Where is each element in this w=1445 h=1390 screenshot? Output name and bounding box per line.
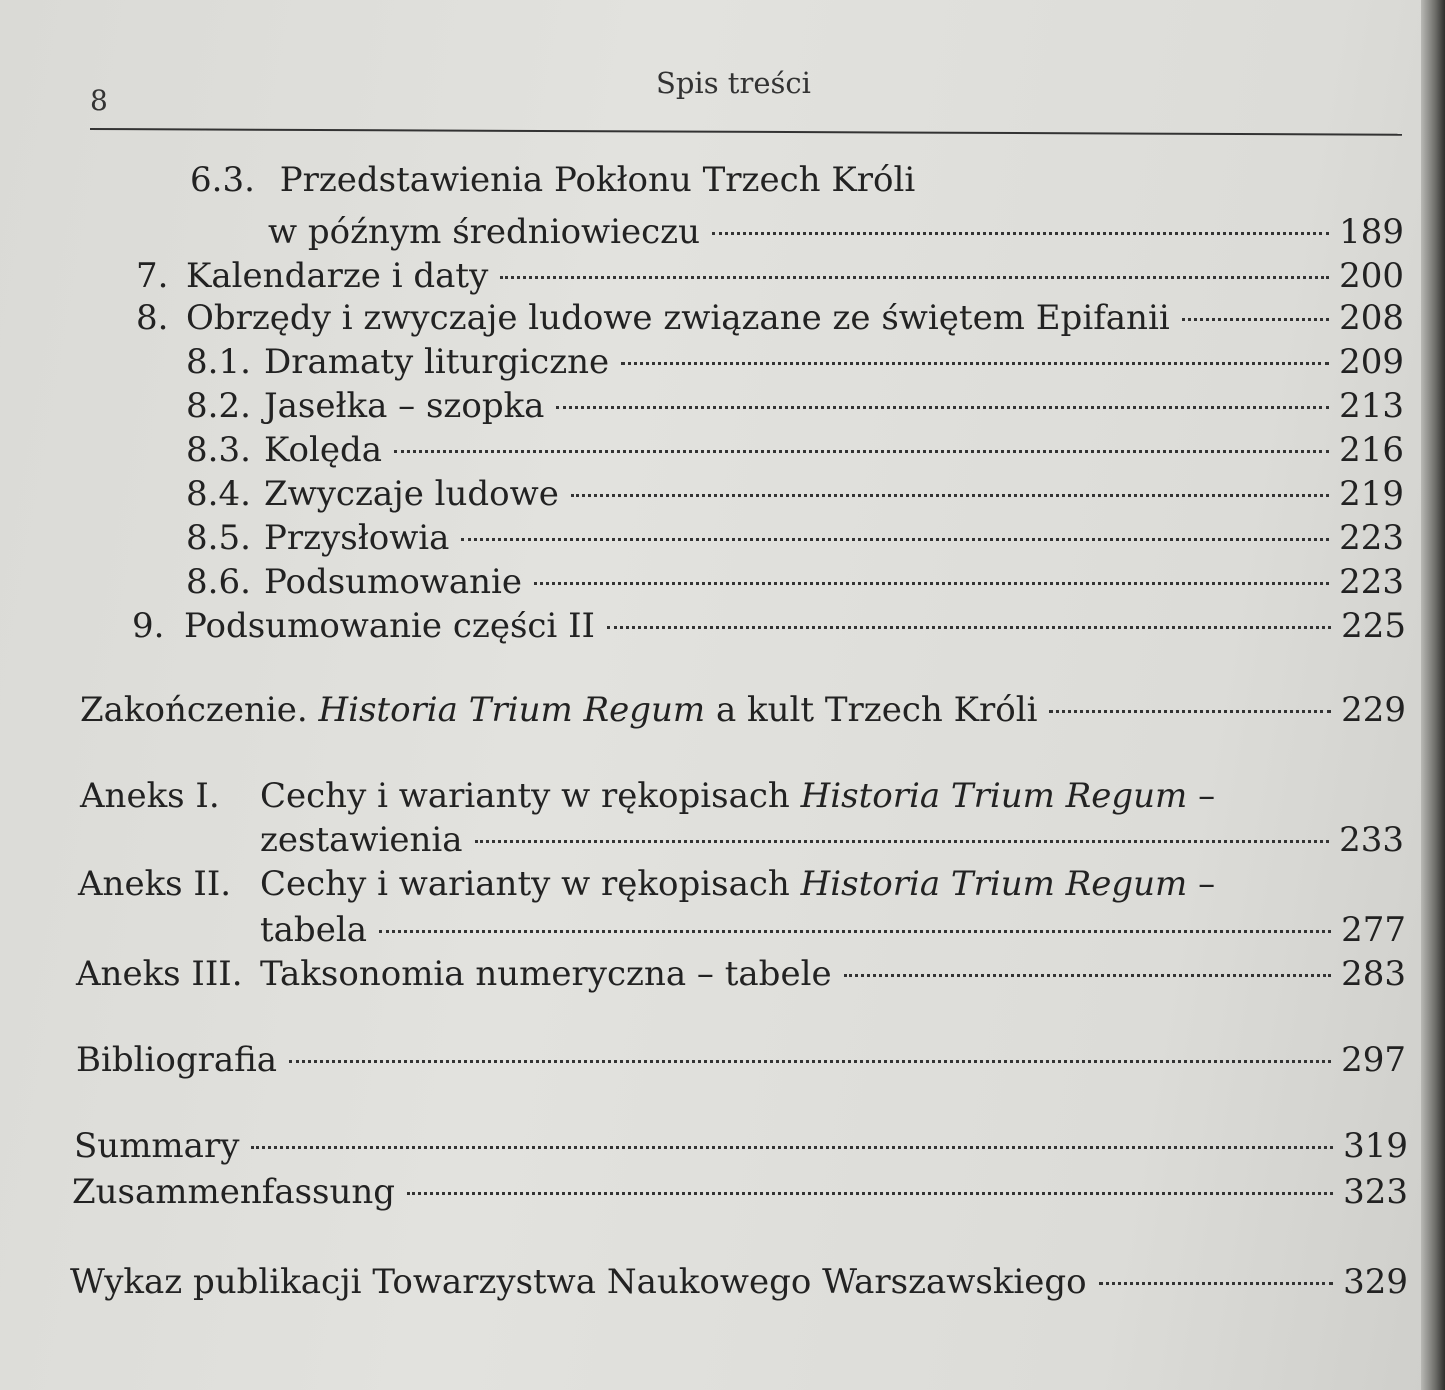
toc-entry-6-3-line1 — [190, 160, 915, 200]
toc-entry-title: Podsumowanie części II — [184, 606, 595, 646]
toc-entry-page: 208 — [1339, 298, 1404, 338]
toc-entry-title: Taksonomia numeryczna – tabele — [260, 954, 832, 994]
toc-entry-title: Zakończenie. Historia Trium Regum a kult Trzech Króli — [80, 690, 1038, 730]
dot-leader — [461, 538, 1329, 541]
page-number: 8 — [90, 84, 108, 117]
toc-entry-title-continuation: w późnym średniowieczu — [268, 212, 700, 252]
dot-leader — [1182, 318, 1329, 321]
dot-leader — [1099, 1282, 1333, 1285]
toc-entry-8-1 — [186, 342, 1404, 382]
toc-entry-title: Kolęda — [264, 430, 382, 470]
toc-entry-page: 213 — [1339, 386, 1404, 426]
toc-entry-8-4 — [186, 474, 1404, 514]
dot-leader — [500, 276, 1329, 279]
toc-entry-page: 223 — [1339, 518, 1404, 558]
toc-entry-title: Wykaz publikacji Towarzystwa Naukowego Warszawskiego — [70, 1262, 1087, 1302]
toc-entry-8-5 — [186, 518, 1404, 558]
toc-entry-number: Aneks II. — [78, 864, 232, 904]
toc-entry-page: 189 — [1339, 212, 1404, 252]
dot-leader — [1049, 710, 1331, 713]
dot-leader — [475, 840, 1330, 843]
toc-entry-page: 209 — [1339, 342, 1404, 382]
dot-leader — [534, 582, 1329, 585]
toc-entry-page: 297 — [1341, 1040, 1406, 1080]
toc-entry-title: Zusammenfassung — [72, 1172, 396, 1212]
toc-entry-title: Kalendarze i daty — [186, 256, 489, 296]
toc-entry-title: Dramaty liturgiczne — [264, 342, 610, 382]
toc-entry-page: 200 — [1339, 256, 1404, 296]
toc-entry-summary — [74, 1126, 1408, 1166]
toc-entry-page: 223 — [1339, 562, 1404, 602]
toc-entry-page: 329 — [1343, 1262, 1408, 1302]
dot-leader — [379, 930, 1331, 933]
dot-leader — [394, 450, 1329, 453]
toc-entry-page: 229 — [1341, 690, 1406, 730]
toc-entry-title: Przedstawienia Pokłonu Trzech Króli — [279, 160, 916, 200]
dot-leader — [407, 1192, 1333, 1195]
header-rule — [90, 128, 1402, 136]
toc-entry-zakonczenie — [80, 690, 1406, 730]
toc-entry-title: Przysłowia — [264, 518, 450, 558]
toc-entry-8-6 — [186, 562, 1404, 602]
toc-entry-number: 7. — [136, 256, 169, 296]
toc-entry-page: 216 — [1339, 430, 1404, 470]
toc-entry-aneks-1-line1 — [80, 776, 1215, 816]
toc-entry-page: 323 — [1343, 1172, 1408, 1212]
toc-entry-title: Bibliografia — [76, 1040, 278, 1080]
toc-entry-aneks-2-line1 — [78, 864, 1215, 904]
dot-leader — [844, 974, 1332, 977]
toc-entry-number: 8. — [136, 298, 169, 338]
toc-entry-number: Aneks I. — [80, 776, 220, 816]
toc-entry-9 — [132, 606, 1406, 646]
page-edge-shadow — [1421, 0, 1445, 1390]
toc-entry-6-3 — [268, 212, 1404, 252]
toc-entry-title: Summary — [74, 1126, 240, 1166]
toc-entry-page: 225 — [1341, 606, 1406, 646]
dot-leader — [712, 232, 1329, 235]
toc-entry-title: Podsumowanie — [264, 562, 523, 602]
toc-entry-title: Obrzędy i zwyczaje ludowe związane ze świętem Epifanii — [186, 298, 1170, 338]
dot-leader — [607, 626, 1331, 629]
toc-entry-page: 277 — [1341, 910, 1406, 950]
toc-entry-number: 8.5. — [186, 518, 251, 558]
dot-leader — [571, 494, 1329, 497]
toc-entry-page: 219 — [1339, 474, 1404, 514]
toc-entry-7 — [136, 256, 1404, 296]
toc-entry-8-3 — [186, 430, 1404, 470]
toc-entry-page: 283 — [1341, 954, 1406, 994]
dot-leader — [621, 362, 1329, 365]
toc-entry-title-continuation: zestawienia — [260, 820, 463, 860]
toc-entry-number: 9. — [132, 606, 165, 646]
toc-entry-number: 8.3. — [186, 430, 251, 470]
toc-entry-title: Cechy i warianty w rękopisach Historia Trium Regum – — [260, 776, 1216, 816]
toc-entry-number: Aneks III. — [76, 954, 243, 994]
toc-entry-bibliografia — [76, 1040, 1406, 1080]
toc-entry-title-continuation: tabela — [260, 910, 367, 950]
toc-entry-8 — [136, 298, 1404, 338]
toc-entry-page: 233 — [1339, 820, 1404, 860]
toc-entry-title: Cechy i warianty w rękopisach Historia Trium Regum – — [260, 864, 1216, 904]
toc-entry-number: 8.6. — [186, 562, 251, 602]
toc-entry-number: 6.3. — [190, 160, 255, 200]
toc-entry-zusammenfassung — [72, 1172, 1408, 1212]
toc-entry-wykaz-publikacji — [70, 1262, 1408, 1302]
toc-entry-aneks-3 — [76, 954, 1406, 994]
dot-leader — [289, 1060, 1331, 1063]
toc-entry-8-2 — [186, 386, 1404, 426]
toc-entry-number: 8.1. — [186, 342, 251, 382]
toc-entry-aneks-1 — [260, 820, 1404, 860]
running-header-title: Spis treści — [656, 66, 811, 100]
toc-entry-number: 8.4. — [186, 474, 251, 514]
dot-leader — [556, 406, 1329, 409]
toc-entry-title: Jasełka – szopka — [264, 386, 545, 426]
toc-entry-title: Zwyczaje ludowe — [264, 474, 559, 514]
toc-entry-number: 8.2. — [186, 386, 251, 426]
dot-leader — [251, 1146, 1333, 1149]
toc-entry-page: 319 — [1343, 1126, 1408, 1166]
toc-entry-aneks-2 — [260, 910, 1406, 950]
